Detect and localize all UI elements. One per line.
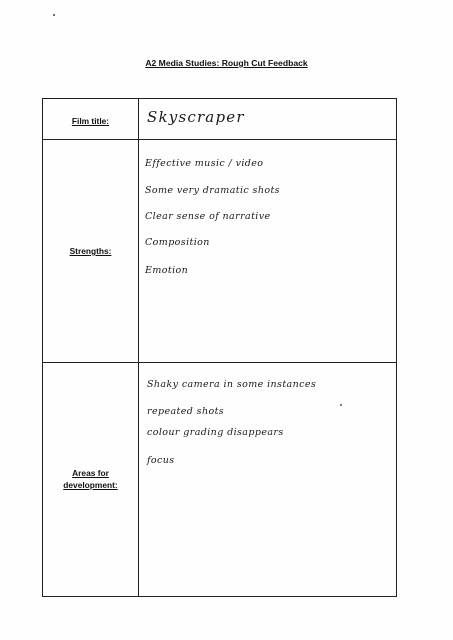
development-item: focus [147, 455, 175, 466]
strength-item: Clear sense of narrative [145, 211, 271, 222]
strengths-label: Strengths: [69, 246, 112, 256]
strength-item: Effective music / video [145, 158, 264, 169]
development-label-line2: development: [63, 480, 118, 490]
strength-item: Composition [145, 237, 210, 248]
development-item: repeated shots [147, 406, 225, 417]
film-title-value: Skyscraper [147, 108, 245, 126]
development-label-line1: Areas for [72, 468, 109, 478]
film-title-label: Film title: [71, 116, 110, 126]
development-item: Shaky camera in some instances [147, 379, 317, 390]
development-item: colour grading disappears [147, 427, 284, 438]
column-divider [138, 99, 139, 596]
row-divider [43, 139, 396, 140]
feedback-form [42, 98, 397, 597]
strength-item: Emotion [145, 265, 189, 276]
scan-speck [53, 14, 55, 16]
row-divider [43, 362, 396, 363]
document-title: A2 Media Studies: Rough Cut Feedback [145, 58, 308, 68]
strength-item: Some very dramatic shots [145, 185, 280, 196]
